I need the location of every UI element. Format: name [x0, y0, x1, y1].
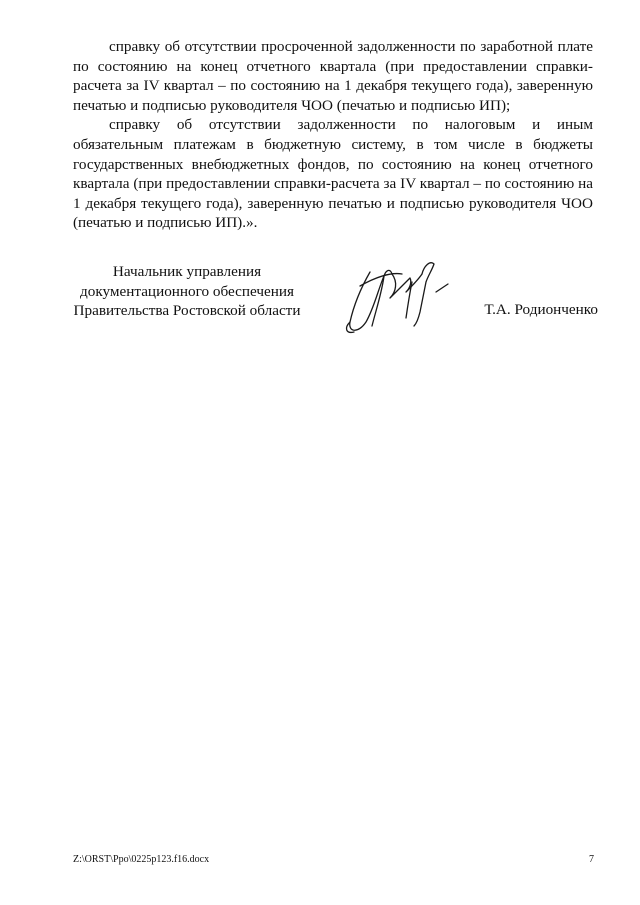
- handwritten-signature: [340, 252, 460, 347]
- position-line-3: Правительства Ростовской области: [73, 302, 301, 320]
- paragraph-tax-debt-certificate: справку об отсутствии задолженности по налоговым и иным обязательным платежам в бюджетную систему, в том числе в бюджеты государственных внебюджетных фондов, по состоянию на конец отчетного квартала (при предоставлении справки-расчета за IV квартал – по состоянию на 1 декабря текущего года), заверенную печатью и подписью руководителя ЧОО (печатью и подписью ИП).».: [73, 116, 593, 232]
- signatory-position: [62, 262, 312, 321]
- position-line-1: Начальник управления: [112, 263, 262, 280]
- page-number: 7: [589, 854, 594, 865]
- paragraph-salary-debt-certificate: справку об отсутствии просроченной задолженности по заработной плате по состоянию на конец отчетного квартала (при предоставлении справки-расчета за IV квартал – по состоянию на 1 декабря текущего года), заверенную печатью и подписью руководителя ЧОО (печатью и подписью ИП);: [73, 38, 593, 114]
- signatory-name: Т.А. Родионченко: [484, 301, 598, 318]
- body-text: [73, 37, 593, 233]
- footer-file-path: Z:\ORST\Ppo\0225p123.f16.docx: [73, 854, 210, 865]
- position-line-2: документационного обеспечения: [80, 282, 294, 300]
